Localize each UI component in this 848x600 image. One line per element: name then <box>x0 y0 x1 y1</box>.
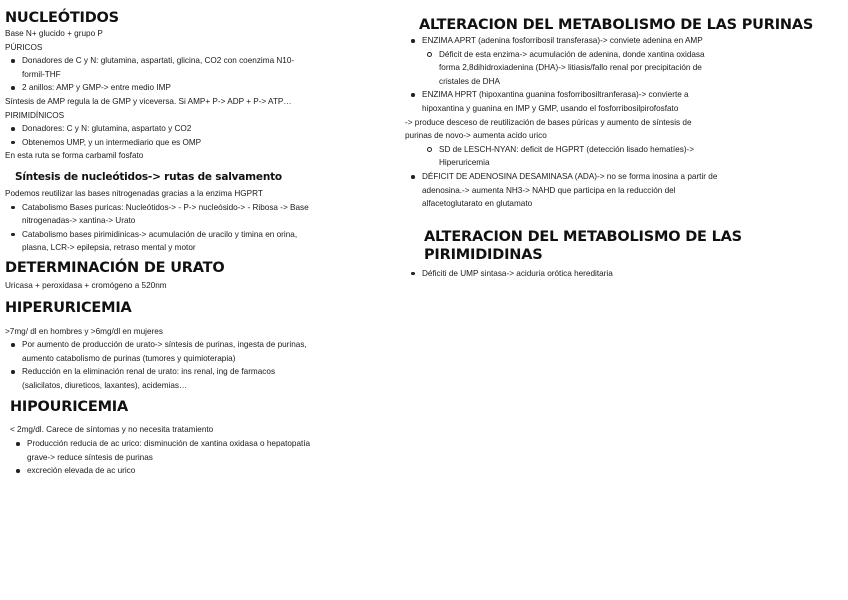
list-item-text: Reducción en la eliminación renal de urato: ins renal, ing de farmacos <box>22 367 276 377</box>
list-item <box>10 437 375 464</box>
text-line: Uricasa + peroxidasa + cromógeno a 520nm <box>5 280 167 290</box>
bullet-list <box>5 201 375 255</box>
list-item-text: (salicilatos, diureticos, laxantes), acidemias… <box>22 380 188 390</box>
right-column <box>405 0 825 280</box>
list-item <box>405 34 825 48</box>
text-line: < 2mg/dl. Carece de síntomas y no necesita tratamiento <box>10 425 214 435</box>
list-item <box>10 464 375 478</box>
list-item-text: formil-THF <box>22 69 61 79</box>
heading-pirimidinas: ALTERACION DEL METABOLISMO DE LAS PIRIMIDIDINAS <box>424 228 742 263</box>
list-item <box>5 136 375 150</box>
list-item-text: adenosina.-> aumenta NH3-> NAHD que participa en la reducción del <box>422 185 676 195</box>
list-item-text: aumento catabolismo de purinas (tumores y quimioterapia) <box>22 353 236 363</box>
list-item-text: ENZIMA APRT (adenina fosforribosil transferasa)-> conviete adenina en AMP <box>422 36 703 45</box>
sub-list-item <box>405 48 825 89</box>
list-item <box>5 365 375 392</box>
text-line: Síntesis de AMP regula la de GMP y viceversa. Si AMP+ P-> ADP + P-> ATP… <box>5 96 292 106</box>
heading-hiperuricemia: HIPERURICEMIA <box>5 299 132 316</box>
text-line: En esta ruta se forma carbamil fosfato <box>5 151 144 161</box>
list-item <box>5 81 375 95</box>
list-item-text: SD de LESCH-NYAN: deficit de HGPRT (detección lisado hematíes)-> <box>439 144 695 154</box>
text-line: PÚRICOS <box>5 42 43 52</box>
list-item <box>405 88 825 115</box>
bullet-list <box>5 122 375 149</box>
list-item-text: nitrogenadas-> xantina-> Urato <box>22 216 136 226</box>
heading-hipouricemia: HIPOURICEMIA <box>10 399 129 416</box>
list-item-text: cristales de DHA <box>439 76 500 86</box>
list-item-text: Donadores: C y N: glutamina, aspartato y CO2 <box>22 124 192 134</box>
list-item-text: Déficiti de UMP sintasa-> aciduria orótica hereditaria <box>422 268 613 278</box>
list-item-text: DÉFICIT DE ADENOSINA DESAMINASA (ADA)-> no se forma inosina a partir de <box>422 171 718 181</box>
heading-purinas: ALTERACION DEL METABOLISMO DE LAS PURINAS <box>419 17 814 33</box>
text-line: PIRIMIDÍNICOS <box>5 110 65 120</box>
heading-urato: DETERMINACIÓN DE URATO <box>5 259 225 276</box>
list-item-text: grave-> reduce síntesis de purinas <box>27 452 153 462</box>
list-item-text: hipoxantina y guanina en IMP y GMP, usando el fosforribosilpirofosfato <box>422 103 679 113</box>
list-item-text: Hiperuricemia <box>439 158 490 168</box>
list-item <box>5 338 375 365</box>
text-line: -> produce desceso de reutilización de bases púricas y aumento de síntesis de <box>405 117 692 127</box>
list-item-text: Obtenemos UMP, y un intermediario que es OMP <box>22 137 202 147</box>
list-item-text: Catabolismo bases pirimidinicas-> acumulación de uracilo y timina en orina, <box>22 229 298 239</box>
text-line: Base N+ glucido + grupo P <box>5 29 103 38</box>
sub-list-item <box>405 143 825 170</box>
heading-salvamento: Síntesis de nucleótidos-> rutas de salvamento <box>15 170 282 183</box>
list-item <box>405 267 825 281</box>
list-item-text: Donadores de C y N: glutamina, aspartati, glicina, CO2 con coenzima N10- <box>22 56 295 66</box>
text-line: Podemos reutilizar las bases nitrogenadas gracias a la enzima HGPRT <box>5 188 263 198</box>
list-item-text: alfacetoglutarato en glutamato <box>422 199 533 209</box>
list-item-text: excreción elevada de ac urico <box>27 466 136 476</box>
text-line: >7mg/ dl en hombres y >6mg/dl en mujeres <box>5 326 163 336</box>
list-item-text: plasna, LCR-> epilepsia, retraso mental y motor <box>22 243 196 253</box>
list-item-text: Catabolismo Bases puricas: Nucleótidos-> - P-> nucleósido-> - Ribosa -> Base <box>22 202 309 212</box>
list-item <box>5 201 375 228</box>
list-item-text: 2 anillos: AMP y GMP-> entre medio IMP <box>22 83 171 93</box>
bullet-list <box>405 143 825 211</box>
bullet-list <box>405 34 825 116</box>
list-item <box>405 170 825 211</box>
list-item <box>5 54 375 81</box>
text-line: purinas de novo-> aumenta acido urico <box>405 131 547 141</box>
hipouricemia-section <box>10 398 375 477</box>
bullet-list <box>405 267 825 281</box>
list-item-text: ENZIMA HPRT (hipoxantina guanina fosforribosiltranferasa)-> convierte a <box>422 90 689 100</box>
list-item <box>5 228 375 255</box>
bullet-list <box>5 338 375 392</box>
list-item-text: Déficit de esta enzima-> acumulación de adenina, donde xantina oxidasa <box>439 49 705 59</box>
list-item <box>5 122 375 136</box>
list-item-text: Producción reducia de ac urico: disminución de xantina oxidasa o hepatopatía <box>27 439 311 449</box>
left-column <box>5 0 375 478</box>
list-item-text: forma 2,8dihidroxiadenina (DHA)-> litiasis/fallo renal por precipitación de <box>439 63 702 73</box>
bullet-list <box>5 54 375 95</box>
heading-nucleotidos: NUCLEÓTIDOS <box>5 10 119 26</box>
list-item-text: Por aumento de producción de urato-> síntesis de purinas, ingesta de purinas, <box>22 340 307 350</box>
bullet-list <box>10 437 375 478</box>
